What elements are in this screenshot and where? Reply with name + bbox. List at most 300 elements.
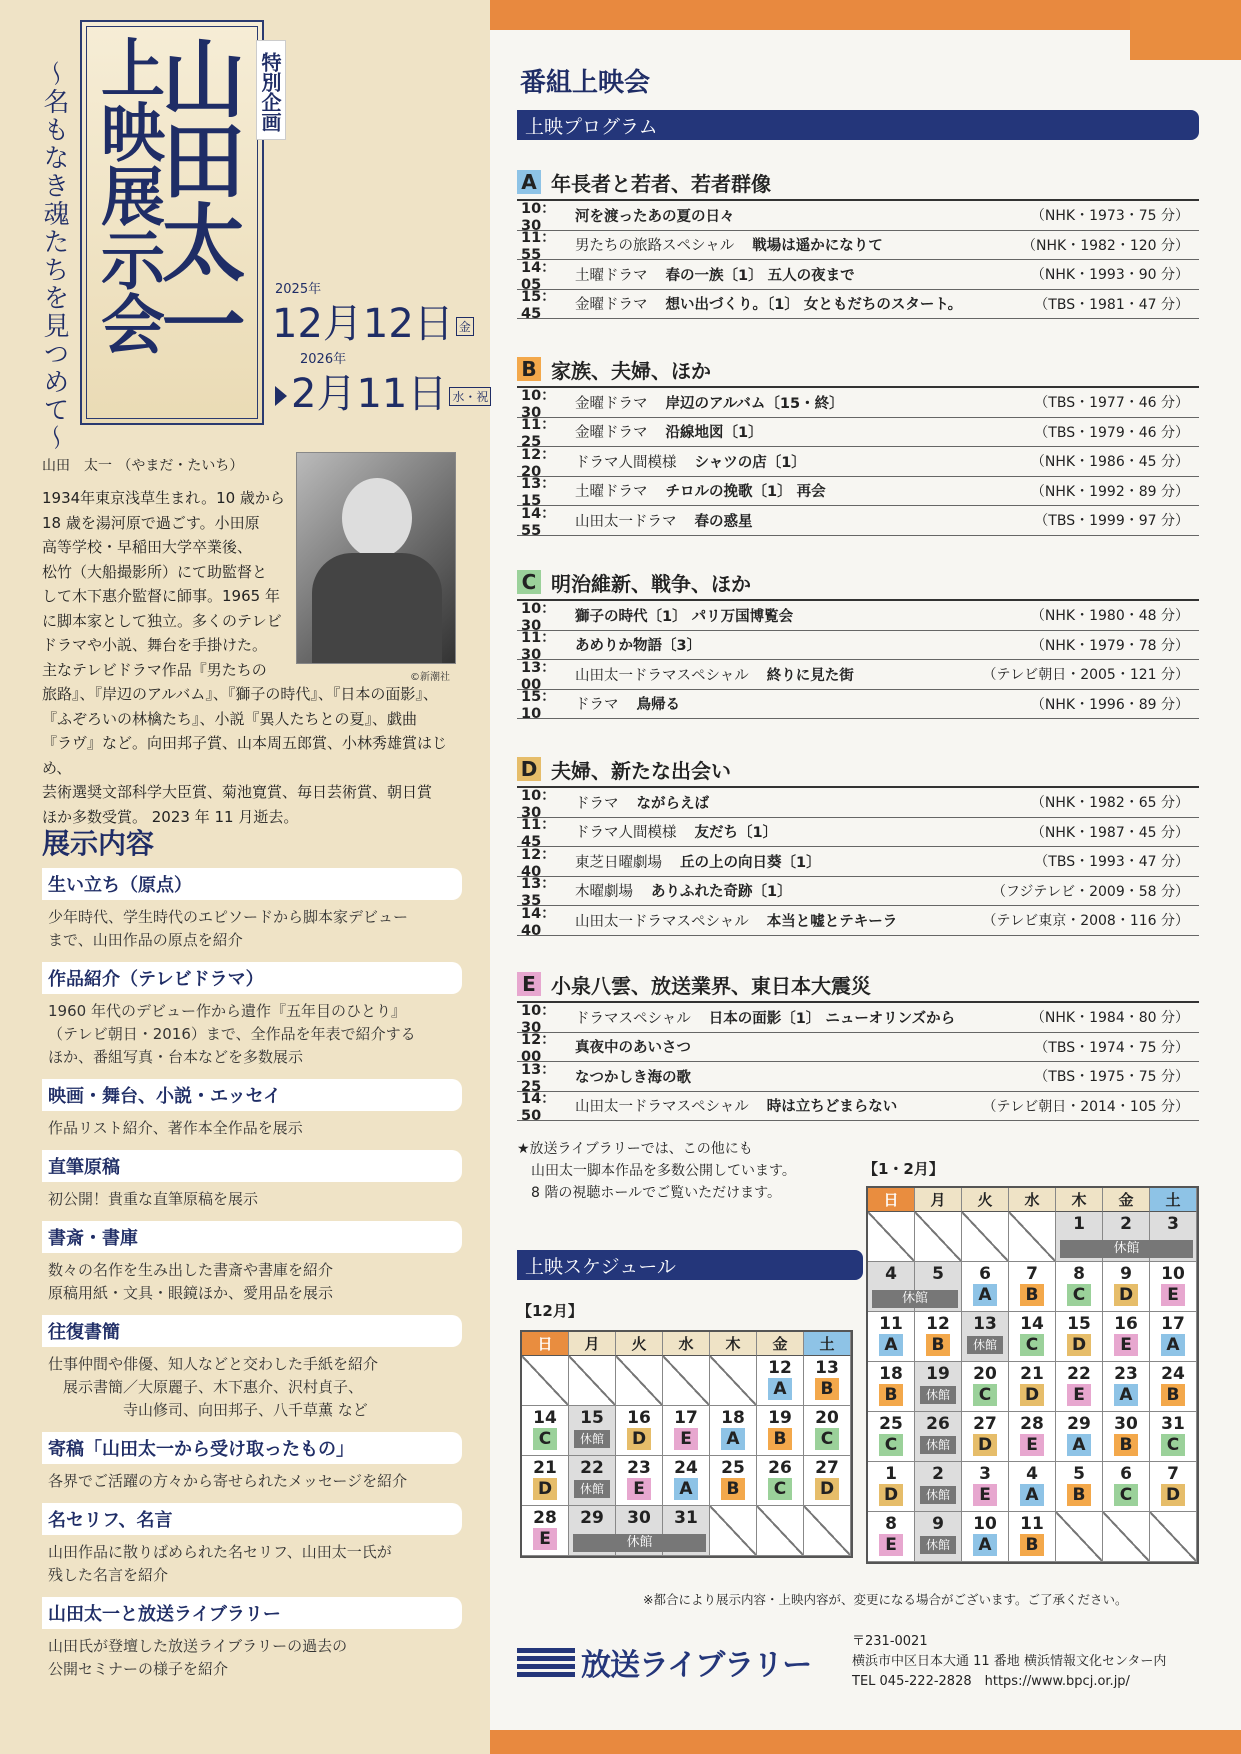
program-letter-badge: E	[533, 1528, 557, 1550]
program-letter-badge: C	[1114, 1484, 1138, 1506]
calendar-day	[663, 1406, 710, 1456]
calendar-day	[1056, 1412, 1103, 1462]
weekday-header: 金	[1103, 1188, 1150, 1212]
program-title	[575, 234, 1022, 255]
closed-badge: 休館	[920, 1486, 956, 1504]
day-number: 15	[1067, 1314, 1091, 1334]
program-title	[575, 880, 992, 901]
broadcast-info: （NHK・1982・120 分）	[1022, 237, 1189, 254]
program-letter-badge: A	[721, 1428, 745, 1450]
day-number: 5	[932, 1264, 944, 1284]
episode-title: 想い出づくり。〔1〕 女ともだちのスタート。	[665, 297, 963, 314]
broadcast-info: （NHK・1973・75 分）	[1030, 208, 1189, 225]
exhibit-heading: 名セリフ、名言	[42, 1503, 462, 1535]
program-heading	[517, 752, 1199, 788]
program-letter-badge: C	[1067, 1284, 1091, 1306]
program-letter-badge: B	[517, 357, 541, 381]
calendar-day	[569, 1356, 616, 1406]
program-letter-badge: B	[1114, 1434, 1138, 1456]
exhibit-line: 山田作品に散りばめられた名セリフ、山田太一氏が	[48, 1543, 392, 1561]
closed-badge: 休館	[872, 1290, 958, 1308]
day-number: 1	[885, 1464, 897, 1484]
note-line: 8 階の視聴ホールでご覧いただけます。	[517, 1185, 781, 1201]
day-number: 19	[768, 1408, 792, 1428]
series-name: 土曜ドラマ	[575, 267, 648, 284]
screen-time: 10：30	[521, 787, 556, 821]
exhibit-body	[42, 906, 462, 952]
weekday-header: 金	[757, 1332, 804, 1356]
program-row	[517, 417, 1199, 451]
calendar-day	[962, 1462, 1009, 1512]
calendar-day	[522, 1356, 569, 1406]
program-letter-badge: A	[674, 1478, 698, 1500]
calendar-day	[1150, 1362, 1197, 1412]
weekday-header: 水	[1009, 1188, 1056, 1212]
program-letter-badge: E	[674, 1428, 698, 1450]
day-number: 24	[674, 1458, 698, 1478]
day-number: 9	[932, 1514, 944, 1534]
calendar-day	[757, 1406, 804, 1456]
screening-title: 番組上映会	[520, 68, 651, 98]
broadcast-info: （NHK・1982・65 分）	[1030, 795, 1189, 812]
program-letter-badge: C	[1161, 1434, 1185, 1456]
calendar-week	[868, 1312, 1197, 1362]
day-number: 7	[1026, 1264, 1038, 1284]
program-letter-badge: B	[1067, 1484, 1091, 1506]
day-number: 13	[815, 1358, 839, 1378]
screen-time: 13：00	[521, 659, 556, 693]
day-number: 7	[1167, 1464, 1179, 1484]
day-number: 17	[1161, 1314, 1185, 1334]
weekday-header: 火	[962, 1188, 1009, 1212]
day-number: 16	[627, 1408, 651, 1428]
exhibit-item	[42, 1221, 462, 1305]
program-letter-badge: A	[879, 1334, 903, 1356]
program-row	[517, 1061, 1199, 1095]
exhibit-heading: 山田太一と放送ライブラリー	[42, 1597, 462, 1629]
exhibit-item	[42, 1150, 462, 1211]
episode-title: 岸辺のアルバム〔15・終〕	[665, 395, 844, 412]
screen-time: 11：25	[521, 417, 556, 451]
program-title	[575, 1095, 982, 1116]
screen-time: 10：30	[521, 600, 556, 634]
screen-time: 14：50	[521, 1091, 556, 1125]
program-letter-badge: B	[926, 1334, 950, 1356]
day-number: 14	[1020, 1314, 1044, 1334]
series-name: 山田太一ドラマスペシャル	[575, 913, 749, 930]
calendar-day	[1103, 1462, 1150, 1512]
exhibit-line: 仕事仲間や俳優、知人などと交わした手紙を紹介	[48, 1355, 379, 1373]
program-row	[517, 630, 1199, 664]
program-letter-badge: D	[1114, 1284, 1138, 1306]
program-letter-badge: D	[973, 1434, 997, 1456]
screen-time: 13：15	[521, 476, 556, 510]
day-number: 30	[627, 1508, 651, 1528]
day-number: 25	[721, 1458, 745, 1478]
closed-badge: 休館	[920, 1436, 956, 1454]
day-number: 8	[885, 1514, 897, 1534]
exhibit-line: 初公開！貴重な直筆原稿を展示	[48, 1190, 259, 1208]
weekday-header: 水	[663, 1332, 710, 1356]
program-b	[517, 352, 1199, 539]
calendar-day	[663, 1356, 710, 1406]
calendar-day	[804, 1406, 851, 1456]
program-letter-badge: D	[517, 757, 541, 781]
screen-time: 10：30	[521, 200, 556, 234]
bio-line: 18 歳を湯河原で過ごす。小田原	[42, 513, 260, 532]
series-name: 金曜ドラマ	[575, 425, 648, 442]
program-name: 夫婦、新たな出会い	[551, 758, 731, 783]
episode-title: チロルの挽歌〔1〕 再会	[665, 484, 826, 501]
day-number: 13	[973, 1314, 997, 1334]
day-number: 27	[973, 1414, 997, 1434]
exhibit-line: 少年時代、学生時代のエピソードから脚本家デビュー	[48, 908, 409, 926]
broadcast-info: （TBS・1981・47 分）	[1034, 296, 1189, 313]
broadcast-info: （NHK・1996・89 分）	[1030, 696, 1189, 713]
exhibit-line: 数々の名作を生み出した書斎や書庫を紹介	[48, 1261, 334, 1279]
corner-accent	[1130, 0, 1241, 60]
screen-time: 14：05	[521, 259, 556, 293]
series-name: ドラマスペシャル	[575, 1010, 691, 1027]
calendar-day	[804, 1456, 851, 1506]
exhibit-line: 寺山修司、向田邦子、八千草薫 など	[48, 1401, 368, 1419]
calendar-day	[522, 1406, 569, 1456]
screen-time: 12：20	[521, 446, 556, 480]
schedule-bar: 上映スケジュール	[517, 1250, 863, 1280]
exhibit-line: （テレビ朝日・2016）まで、全作品を年表で紹介する	[48, 1025, 416, 1043]
end-year: 2026年	[300, 352, 347, 367]
broadcast-info: （NHK・1987・45 分）	[1030, 824, 1189, 841]
exhibit-heading: 映画・舞台、小説・エッセイ	[42, 1079, 462, 1111]
calendar-day	[962, 1362, 1009, 1412]
calendar-day	[1056, 1362, 1103, 1412]
day-number: 23	[627, 1458, 651, 1478]
calendar-week	[522, 1506, 851, 1556]
program-title	[575, 605, 1031, 626]
exhibit-body	[42, 1353, 462, 1422]
calendar-day	[522, 1456, 569, 1506]
series-name: ドラマ	[575, 795, 619, 812]
program-letter-badge: A	[1020, 1484, 1044, 1506]
program-letter-badge: D	[1161, 1484, 1185, 1506]
start-year: 2025年	[275, 282, 322, 297]
calendar-day	[915, 1512, 962, 1562]
calendar-day	[1150, 1512, 1197, 1562]
program-row	[517, 846, 1199, 880]
day-number: 18	[721, 1408, 745, 1428]
postal-code: 〒231-0021	[852, 1634, 928, 1649]
bio-line: ドラマや小説、舞台を手掛けた。	[42, 636, 268, 654]
program-letter-badge: C	[768, 1478, 792, 1500]
bl-logo-icon	[517, 1644, 575, 1680]
bio-line: 『ラヴ』など。向田邦子賞、山本周五郎賞、小林秀雄賞はじめ、	[42, 734, 448, 777]
program-letter-badge: A	[973, 1534, 997, 1556]
calendar-day	[804, 1356, 851, 1406]
exhibit-item	[42, 868, 462, 952]
program-row	[517, 817, 1199, 851]
calendar-day	[1009, 1312, 1056, 1362]
program-heading	[517, 967, 1199, 1003]
episode-title: 本当と嘘とテキーラ	[766, 913, 898, 930]
bio-line: 主なテレビドラマ作品『男たちの	[42, 660, 267, 679]
day-number: 10	[973, 1514, 997, 1534]
program-title	[575, 634, 1031, 655]
exhibit-line: 原稿用紙・文具・眼鏡ほか、愛用品を展示	[48, 1284, 334, 1302]
day-number: 28	[1020, 1414, 1044, 1434]
bio-line: して木下惠介監督に師事。1965 年	[42, 587, 280, 605]
program-a	[517, 165, 1199, 323]
program-name: 明治維新、戦争、ほか	[551, 571, 751, 596]
program-title	[575, 792, 1031, 813]
program-letter-badge: B	[721, 1478, 745, 1500]
series-name: 木曜劇場	[575, 884, 633, 901]
program-letter-badge: B	[815, 1378, 839, 1400]
program-letter-badge: E	[879, 1534, 903, 1556]
exhibit-heading: 往復書簡	[42, 1315, 462, 1347]
weekday-header: 月	[569, 1332, 616, 1356]
weekday-header: 日	[868, 1188, 915, 1212]
closed-badge: 休館	[573, 1534, 706, 1552]
calendar-week	[868, 1412, 1197, 1462]
broadcast-info: （テレビ朝日・2005・121 分）	[982, 667, 1189, 684]
exhibit-body	[42, 1188, 462, 1211]
broadcast-info: （TBS・1975・75 分）	[1034, 1069, 1189, 1086]
bio-text	[42, 486, 462, 829]
calendar-day	[1150, 1262, 1197, 1312]
calendar-day	[522, 1506, 569, 1556]
program-title	[575, 1007, 1031, 1028]
day-number: 10	[1161, 1264, 1185, 1284]
program-bar: 上映プログラム	[517, 110, 1199, 140]
day-number: 2	[932, 1464, 944, 1484]
exhibit-item	[42, 1503, 462, 1587]
library-note	[517, 1138, 837, 1204]
day-number: 15	[580, 1408, 604, 1428]
day-number: 17	[674, 1408, 698, 1428]
day-number: 6	[979, 1264, 991, 1284]
program-letter-badge: B	[768, 1428, 792, 1450]
bio-line: 松竹（大船撮影所）にて助監督と	[42, 562, 268, 581]
episode-title: 春の一族〔1〕 五人の夜まで	[665, 267, 855, 284]
day-number: 16	[1114, 1314, 1138, 1334]
exhibit-heading: 寄稿「山田太一から受け取ったもの」	[42, 1432, 462, 1464]
exhibit-body	[42, 1117, 462, 1140]
episode-title: ながらえば	[636, 795, 709, 812]
calendar-day	[710, 1456, 757, 1506]
screen-time: 13：25	[521, 1061, 556, 1095]
program-letter-badge: A	[768, 1378, 792, 1400]
program-row	[517, 905, 1199, 939]
closed-badge: 休館	[967, 1336, 1003, 1354]
exhibit-body	[42, 1000, 462, 1069]
program-row	[517, 230, 1199, 264]
program-row	[517, 876, 1199, 910]
series-name: ドラマ人間模様	[575, 454, 677, 471]
calendar-day	[868, 1512, 915, 1562]
weekday-header: 火	[616, 1332, 663, 1356]
program-title	[575, 1036, 1034, 1057]
calendar-day	[616, 1456, 663, 1506]
calendar-day	[710, 1356, 757, 1406]
series-name: 東芝日曜劇場	[575, 854, 662, 871]
calendar-day	[757, 1456, 804, 1506]
broadcast-info: （NHK・1984・80 分）	[1030, 1010, 1189, 1027]
program-row	[517, 446, 1199, 480]
program-letter-badge: C	[815, 1428, 839, 1450]
day-number: 2	[1120, 1214, 1132, 1234]
closed-badge: 休館	[1060, 1240, 1193, 1258]
calendar-day	[1009, 1212, 1056, 1262]
episode-title: あめりか物語〔3〕	[575, 638, 702, 655]
closed-badge: 休館	[574, 1430, 610, 1448]
day-number: 11	[879, 1314, 903, 1334]
program-name: 家族、夫婦、ほか	[551, 358, 711, 383]
broadcast-info: （NHK・1986・45 分）	[1030, 454, 1189, 471]
program-letter-badge: C	[973, 1384, 997, 1406]
calendar-day	[868, 1312, 915, 1362]
day-number: 3	[979, 1464, 991, 1484]
program-c	[517, 565, 1199, 723]
day-number: 18	[879, 1364, 903, 1384]
screen-time: 13：35	[521, 876, 556, 910]
episode-title: 沿線地図〔1〕	[665, 425, 763, 442]
day-number: 23	[1114, 1364, 1138, 1384]
calendar-day	[1150, 1312, 1197, 1362]
exhibit-body	[42, 1259, 462, 1305]
screen-time: 15：45	[521, 289, 556, 323]
calendar-day	[1150, 1462, 1197, 1512]
calendar-day	[868, 1212, 915, 1262]
exhibit-line: 1960 年代のデビュー作から遺作『五年目のひとり』	[48, 1002, 406, 1020]
program-row	[517, 505, 1199, 539]
program-title	[575, 480, 1031, 501]
exhibit-item	[42, 1597, 462, 1681]
screen-time: 14：55	[521, 505, 556, 539]
closed-badge: 休館	[920, 1536, 956, 1554]
program-title	[575, 205, 1031, 226]
calendar-day	[962, 1262, 1009, 1312]
calendar-day	[1103, 1412, 1150, 1462]
program-letter-badge: E	[627, 1478, 651, 1500]
program-letter-badge: E	[517, 972, 541, 996]
program-title	[575, 910, 982, 931]
day-number: 4	[1026, 1464, 1038, 1484]
program-row	[517, 387, 1199, 421]
series-name: ドラマ	[575, 697, 619, 714]
exhibit-line: 残した名言を紹介	[48, 1566, 169, 1584]
end-dow: 水・祝	[449, 387, 491, 406]
broadcast-info: （TBS・1979・46 分）	[1034, 424, 1189, 441]
program-title	[575, 1066, 1034, 1087]
day-number: 12	[926, 1314, 950, 1334]
program-title	[575, 851, 1034, 872]
calendar-day	[915, 1412, 962, 1462]
dec-label: 【12月】	[517, 1302, 583, 1320]
program-letter-badge: E	[1067, 1384, 1091, 1406]
calendar-january-february	[866, 1186, 1199, 1564]
day-number: 27	[815, 1458, 839, 1478]
day-number: 19	[926, 1364, 950, 1384]
broadcast-info: （フジテレビ・2009・58 分）	[991, 883, 1189, 900]
calendar-day	[915, 1212, 962, 1262]
calendar-day	[1009, 1462, 1056, 1512]
day-number: 22	[580, 1458, 604, 1478]
broadcast-info: （TBS・1999・97 分）	[1034, 513, 1189, 530]
calendar-day	[1103, 1362, 1150, 1412]
arrow-icon	[275, 386, 287, 406]
day-number: 5	[1073, 1464, 1085, 1484]
day-number: 14	[533, 1408, 557, 1428]
series-name: 山田太一ドラマスペシャル	[575, 667, 749, 684]
program-row	[517, 787, 1199, 821]
day-number: 20	[815, 1408, 839, 1428]
screen-time: 10：30	[521, 387, 556, 421]
day-number: 8	[1073, 1264, 1085, 1284]
exhibit-body	[42, 1470, 462, 1493]
program-row	[517, 1002, 1199, 1036]
calendar-day	[1056, 1462, 1103, 1512]
note-line: 山田太一脚本作品を多数公開しています。	[517, 1163, 796, 1179]
calendar-week	[868, 1462, 1197, 1512]
program-letter-badge: B	[1020, 1284, 1044, 1306]
program-letter-badge: D	[627, 1428, 651, 1450]
series-name: 山田太一ドラマスペシャル	[575, 1099, 749, 1116]
weekday-row	[522, 1332, 851, 1356]
weekday-row	[868, 1188, 1197, 1212]
episode-title: 友だち〔1〕	[694, 825, 778, 842]
bio-name: 山田 太一 （やまだ・たいち）	[42, 458, 244, 474]
series-name: 金曜ドラマ	[575, 395, 648, 412]
weekday-header: 土	[804, 1332, 851, 1356]
calendar-day	[569, 1456, 616, 1506]
exhibit-heading: 書斎・書庫	[42, 1221, 462, 1253]
calendar-day	[757, 1506, 804, 1556]
program-letter-badge: D	[1067, 1334, 1091, 1356]
exhibit-line: ほか、番組写真・台本などを多数展示	[48, 1048, 304, 1066]
calendar-week	[522, 1406, 851, 1456]
program-letter-badge: B	[1020, 1534, 1044, 1556]
program-letter-badge: D	[1020, 1384, 1044, 1406]
episode-title: 獅子の時代〔1〕 パリ万国博覧会	[575, 608, 794, 625]
day-number: 4	[885, 1264, 897, 1284]
broadcast-info: （TBS・1977・46 分）	[1034, 395, 1189, 412]
episode-title: 真夜中のあいさつ	[575, 1040, 691, 1057]
broadcast-library-logo	[517, 1640, 811, 1684]
program-row	[517, 689, 1199, 723]
day-number: 9	[1120, 1264, 1132, 1284]
exhibit-heading: 作品紹介（テレビドラマ）	[42, 962, 462, 994]
program-heading	[517, 565, 1199, 601]
program-letter-badge: A	[1067, 1434, 1091, 1456]
calendar-day	[962, 1412, 1009, 1462]
day-number: 22	[1067, 1364, 1091, 1384]
broadcast-info: （TBS・1974・75 分）	[1034, 1039, 1189, 1056]
exhibit-heading: 生い立ち（原点）	[42, 868, 462, 900]
broadcast-info: （テレビ東京・2008・116 分）	[982, 913, 1189, 930]
program-letter-badge: D	[533, 1478, 557, 1500]
day-number: 31	[674, 1508, 698, 1528]
series-name: 金曜ドラマ	[575, 297, 648, 314]
program-title	[575, 264, 1031, 285]
program-letter-badge: D	[815, 1478, 839, 1500]
program-title	[575, 392, 1034, 413]
day-number: 26	[926, 1414, 950, 1434]
weekday-header: 木	[1056, 1188, 1103, 1212]
program-title	[575, 693, 1031, 714]
program-letter-badge: E	[1114, 1334, 1138, 1356]
program-letter-badge: C	[517, 570, 541, 594]
day-number: 29	[580, 1508, 604, 1528]
